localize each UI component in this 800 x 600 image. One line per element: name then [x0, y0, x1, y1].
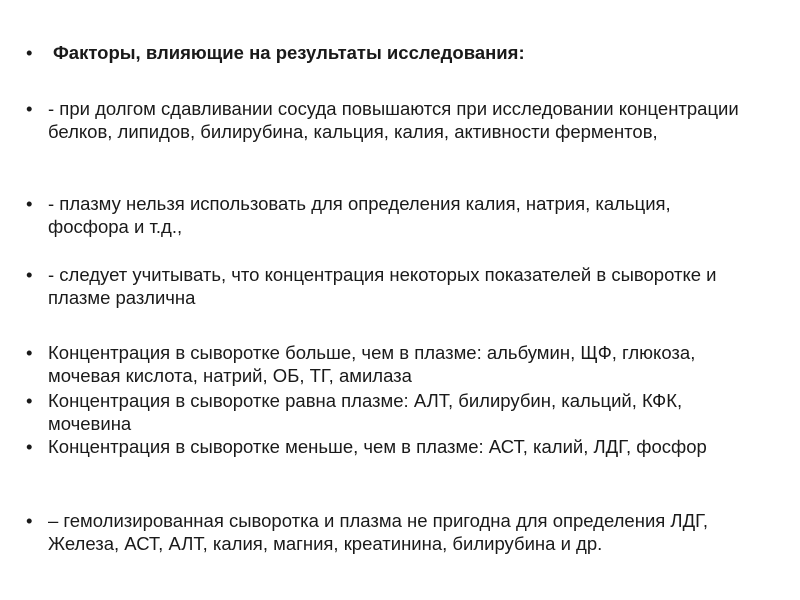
heading-text: Факторы, влияющие на результаты исследования:: [53, 42, 525, 63]
list-item-text: Концентрация в сыворотке равна плазме: АЛТ, билирубин, кальций, КФК, мочевина: [48, 390, 683, 434]
list-item: [26, 510, 756, 555]
heading-item: [26, 42, 756, 65]
bullet-icon: •: [26, 342, 33, 363]
list-item-text: - при долгом сдавливании сосуда повышаются при исследовании концентрации белков, липидов, билирубина, кальция, калия, активности ферментов,: [48, 98, 739, 142]
list-item-text: Концентрация в сыворотке меньше, чем в плазме: АСТ, калий, ЛДГ, фосфор: [48, 436, 707, 457]
bullet-icon: •: [26, 510, 33, 531]
list-item-text: Концентрация в сыворотке больше, чем в плазме: альбумин, ЩФ, глюкоза, мочевая кислота, натрий, ОБ, ТГ, амилаза: [48, 342, 696, 386]
bullet-icon: •: [26, 436, 33, 457]
list-item: [26, 98, 756, 143]
list-item-text: – гемолизированная сыворотка и плазма не пригодна для определения ЛДГ, Железа, АСТ, АЛТ, калия, магния, креатинина, билирубина и др.: [48, 510, 709, 554]
bullet-icon: •: [26, 42, 33, 63]
list-item-text: - плазму нельзя использовать для определения калия, натрия, кальция, фосфора и т.д.,: [48, 193, 671, 237]
list-item-text: - следует учитывать, что концентрация некоторых показателей в сыворотке и плазме различна: [48, 264, 717, 308]
bullet-icon: •: [26, 390, 33, 411]
bullet-icon: •: [26, 264, 33, 285]
bullet-icon: •: [26, 98, 33, 119]
list-item: [26, 264, 756, 309]
list-item: [26, 342, 756, 387]
list-item: [26, 193, 756, 238]
list-item: [26, 436, 756, 459]
bullet-icon: •: [26, 193, 33, 214]
list-item: [26, 390, 756, 435]
